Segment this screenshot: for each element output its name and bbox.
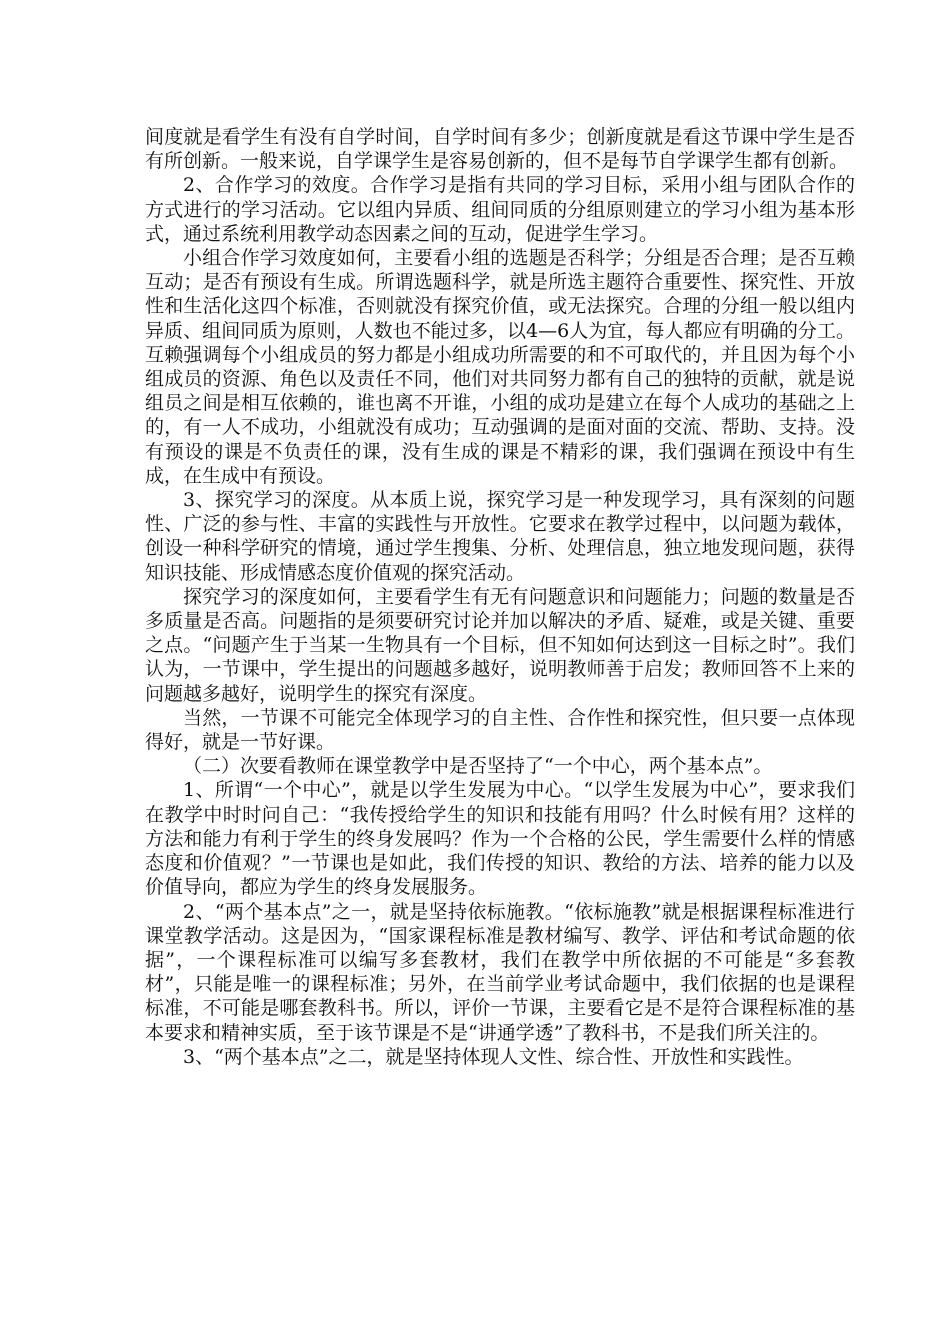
paragraph-1: 间度就是看学生有没有自学时间，自学时间有多少；创新度就是看这节课中学生是否有所创新。一般来说，自学课学生是容易创新的，但不是每节自学课学生都有创新。 (145, 126, 855, 173)
paragraph-6: 当然，一节课不可能完全体现学习的自主性、合作性和探究性，但只要一点体现得好，就是一节好课。 (145, 706, 855, 754)
section-heading-2: （二）次要看教师在课堂教学中是否坚持了“一个中心，两个基本点”。 (183, 755, 773, 778)
paragraph-8: 1、所谓“一个中心”，就是以学生发展为中心。“以学生发展为中心”，要求我们在教学中时时问自己：“我传授给学生的知识和技能有用吗？什么时候有用？这样的方法和能力有利于学生的终身发展吗？作为一个合格的公民，学生需要什么样的情感态度和价值观？”一节课也是如此，我们传授的知识、教给的方法、培养的能力以及价值导向，都应为学生的终身发展服务。 (145, 779, 855, 899)
paragraph-3: 小组合作学习效度如何，主要看小组的选题是否科学；分组是否合理；是否互赖互动；是否有预设有生成。所谓选题科学，就是所选主题符合重要性、探究性、开放性和生活化这四个标准，否则就没有探究价值，或无法探究。合理的分组一般以组内异质、组间同质为原则，人数也不能过多，以4—6人为宜，每人都应有明确的分工。互赖强调每个小组成员的努力都是小组成功所需要的和不可取代的，并且因为每个小组成员的资源、角色以及责任不同，他们对共同努力都有自己的独特的贡献，就是说组员之间是相互依赖的，谁也离不开谁，小组的成功是建立在每个人成功的基础之上的，有一人不成功，小组就没有成功；互动强调的是面对面的交流、帮助、支持。没有预设的课是不负责任的课，没有生成的课是不精彩的课，我们强调在预设中有生成，在生成中有预设。 (145, 247, 855, 487)
document-body (145, 125, 855, 1069)
paragraph-5: 探究学习的深度如何，主要看学生有无有问题意识和问题能力；问题的数量是否多质量是否高。问题指的是须要研究讨论并加以解决的矛盾、疑难，或是关键、重要之点。“问题产生于当某一生物具有一个目标，但不知如何达到这一目标之时”。我们认为，一节课中，学生提出的问题越多越好，说明教师善于启发；教师回答不上来的问题越多越好，说明学生的探究有深度。 (145, 585, 855, 705)
paragraph-10: 3、“两个基本点”之二，就是坚持体现人文性、综合性、开放性和实践性。 (183, 1045, 804, 1068)
paragraph-4: 3、探究学习的深度。从本质上说，探究学习是一种发现学习，具有深刻的问题性、广泛的参与性、丰富的实践性与开放性。它要求在教学过程中，以问题为载体，创设一种科学研究的情境，通过学生搜集、分析、处理信息，独立地发现问题，获得知识技能、形成情感态度价值观的探究活动。 (145, 489, 855, 584)
paragraph-2: 2、合作学习的效度。合作学习是指有共同的学习目标，采用小组与团队合作的方式进行的学习活动。它以组内异质、组间同质的分组原则建立的学习小组为基本形式，通过系统利用教学动态因素之间的互动，促进学生学习。 (145, 174, 855, 245)
paragraph-9: 2、“两个基本点”之一，就是坚持依标施教。“依标施教”就是根据课程标准进行课堂教学活动。这是因为，“国家课程标准是教材编写、教学、评估和考试命题的依据”，一个课程标准可以编写多套教材，我们在教学中所依据的不可能是“多套教材”，只能是唯一的课程标准；另外，在当前学业考试命题中，我们依据的也是课程标准，不可能是哪套教科书。所以，评价一节课，主要看它是不是符合课程标准的基本要求和精神实质，至于该节课是不是“讲通学透”了教科书，不是我们所关注的。 (145, 900, 855, 1044)
